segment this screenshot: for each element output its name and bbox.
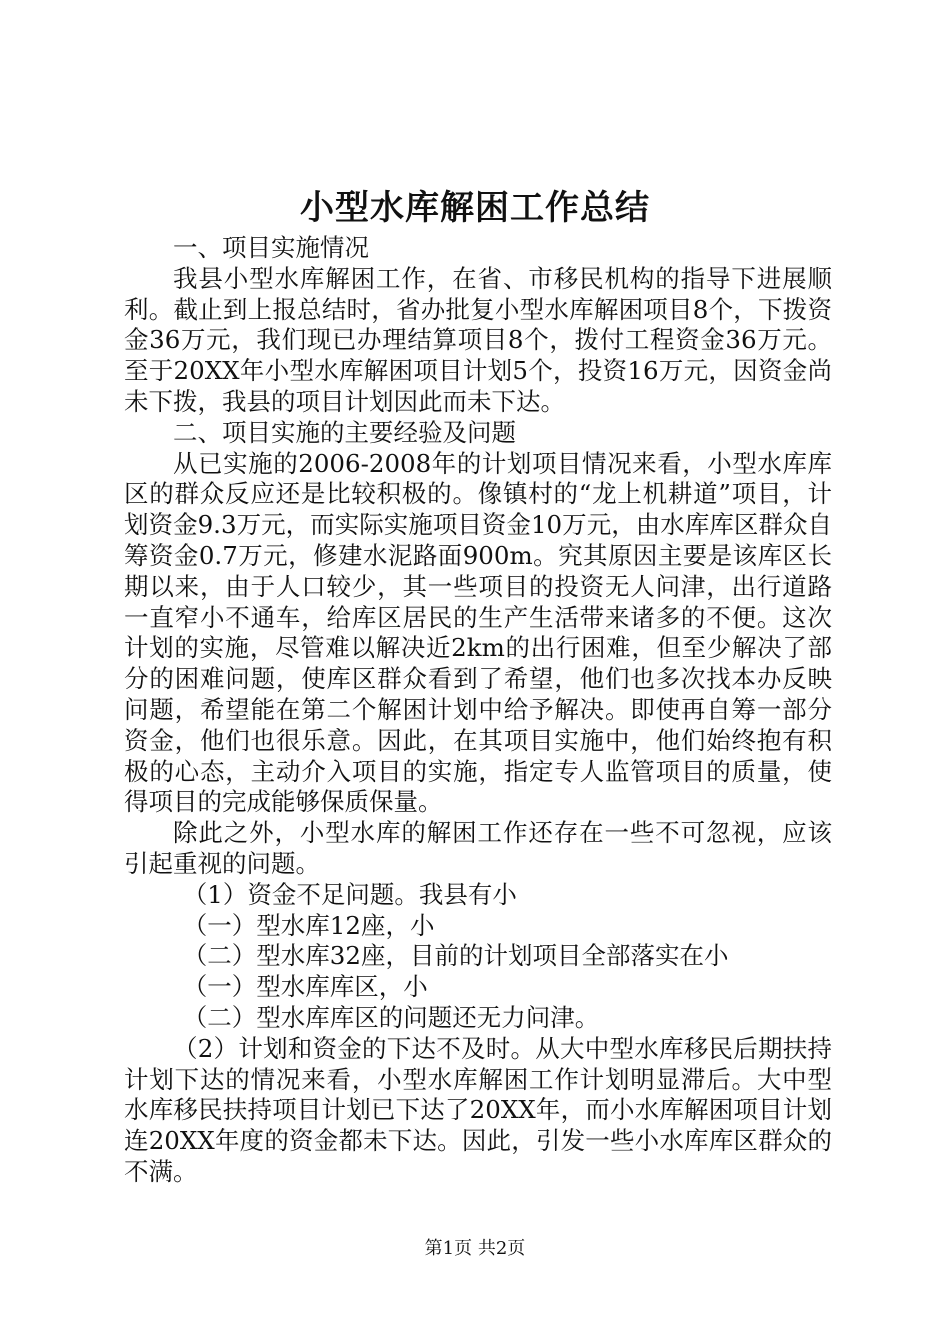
list-item: （二）型水库库区的问题还无力问津。 [182,1002,600,1032]
body-paragraph-4: （2）计划和资金的下达不及时。从大中型水库移民后期扶持计划下达的情况来看，小型水库解困工作计划明显滞后。大中型水库移民扶持项目计划已下达了20XX年，而小水库解困项目计划连20XX年度的资金都未下达。因此，引发一些小水库库区群众的不满。 [124,1033,832,1186]
list-item: （二）型水库32座，目前的计划项目全部落实在小 [182,941,729,971]
document-title: 小型水库解困工作总结 [300,188,650,228]
list-item: （1）资金不足问题。我县有小 [182,879,517,909]
list-item: （一）型水库库区，小 [182,972,428,1002]
body-paragraph-3: 除此之外，小型水库的解困工作还存在一些不可忽视，应该引起重视的问题。 [124,818,832,878]
document-body [124,233,832,1188]
page-footer: 第1页 共2页 [424,1238,526,1259]
body-paragraph-1: 我县小型水库解困工作，在省、市移民机构的指导下进展顺利。截止到上报总结时，省办批复小型水库解困项目8个，下拨资金36万元，我们现已办理结算项目8个，拨付工程资金36万元。至于20XX年小型水库解困项目计划5个，投资16万元，因资金尚未下拨，我县的项目计划因此而未下达。 [124,263,832,416]
section-heading-2: 二、项目实施的主要经验及问题 [173,417,516,447]
section-heading-1: 一、项目实施情况 [173,233,369,262]
list-item: （一）型水库12座，小 [182,910,435,940]
body-paragraph-2: 从已实施的2006-2008年的计划项目情况来看，小型水库库区的群众反应还是比较积极的。像镇村的“龙上机耕道”项目，计划资金9.3万元，而实际实施项目资金10万元，由水库库区群众自筹资金0.7万元，修建水泥路面900m。究其原因主要是该库区长期以来，由于人口较少，其一些项目的投资无人问津，出行道路一直窄小不通车，给库区居民的生产生活带来诸多的不便。这次计划的实施，尽管难以解决近2km的出行困难，但至少解决了部分的困难问题，使库区群众看到了希望，他们也多次找本办反映问题，希望能在第二个解困计划中给予解决。即使再自筹一部分资金，他们也很乐意。因此，在其项目实施中，他们始终抱有积极的心态，主动介入项目的实施，指定专人监管项目的质量，使得项目的完成能够保质保量。 [124,448,832,817]
